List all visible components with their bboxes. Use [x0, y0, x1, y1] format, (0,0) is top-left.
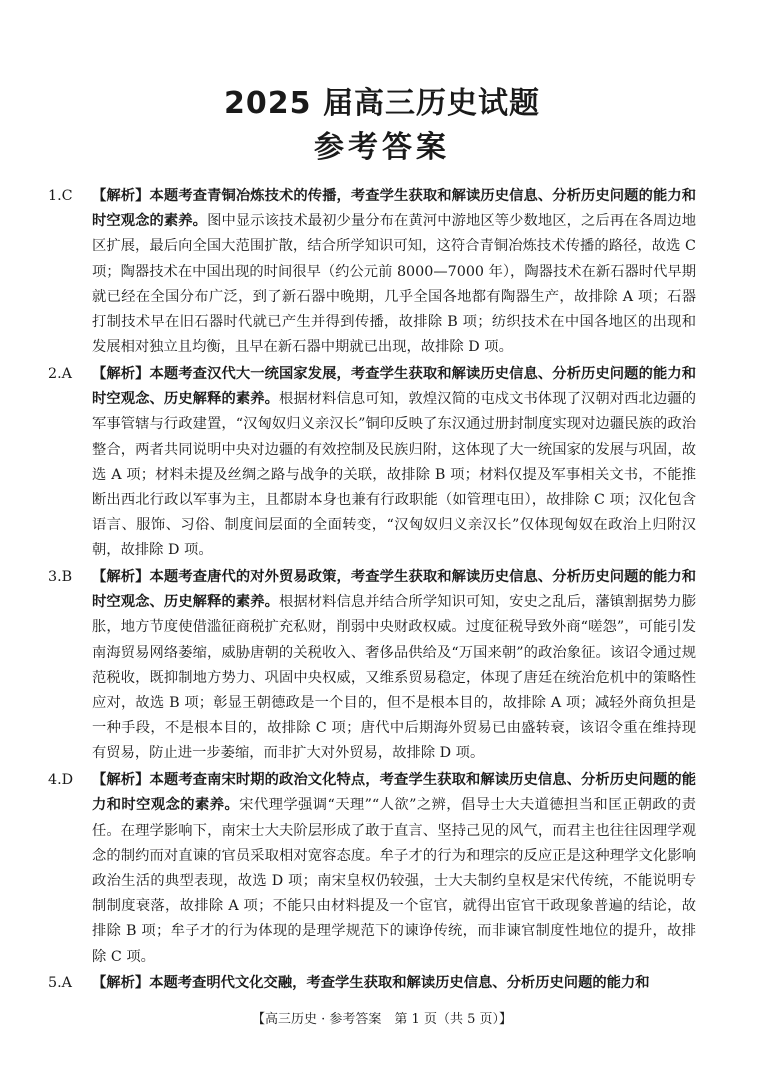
answer-item-3	[48, 565, 696, 767]
analysis-focus: 本题考查青铜冶炼技术的传播，考查学生获取和解读历史信息、分析历史问题的能力和时空观念的素养。	[92, 188, 697, 230]
analysis-tag: 【解析】	[92, 188, 150, 204]
analysis-tag: 【解析】	[92, 772, 150, 789]
analysis-focus: 本题考查明代文化交融，考查学生获取和解读历史信息、分析历史问题的能力和	[149, 975, 650, 992]
answer-number: 4.D	[48, 772, 74, 789]
analysis-tag: 【解析】	[92, 365, 150, 382]
answer-number: 2.A	[48, 365, 72, 382]
analysis-focus: 本题考查汉代大一统国家发展，考查学生获取和解读历史信息、分析历史问题的能力和时空观念、历史解释的素养。	[92, 365, 697, 408]
page-title: 2025 届高三历史试题	[224, 86, 540, 121]
answer-number: 3.B	[48, 569, 73, 586]
analysis-body: 根据材料信息可知，敦煌汉简的屯戍文书体现了汉朝对西北边疆的军事管辖与行政建置，“汉匈奴归义亲汉长”铜印反映了东汉通过册封制度实现对边疆民族的政治整合，两者共同说明中央对边疆的有效控制及民族归附，这体现了大一统国家的发展与巩固，故选 A 项；材料未提及丝绸之路与战争的关联，故排除 B 项；材料仅提及军事相关文书，不能推断出西北行政以军事为主，且都尉本身也兼有行政职能（如管理屯田），故排除 C 项；汉化包含语言、服饰、习俗、制度间层面的全面转变，“汉匈奴归义亲汉长”仅体现匈奴在政治上归附汉朝，故排除 D 项。	[92, 391, 697, 559]
analysis-focus: 本题考查唐代的对外贸易政策，考查学生获取和解读历史信息、分析历史问题的能力和时空观念、历史解释的素养。	[92, 569, 697, 611]
analysis-body: 根据材料信息并结合所学知识可知，安史之乱后，藩镇割据势力膨胀，地方节度使借滥征商税扩充私财，削弱中央财政权威。过度征税导致外商“嗟怨”，可能引发南海贸易网络萎缩，威胁唐朝的关税收入、奢侈品供给及“万国来朝”的政治象征。该诏令通过规范税收，既抑制地方势力、巩固中央权威，又维系贸易稳定，体现了唐廷在统治危机中的策略性应对，故选 B 项；彰显王朝德政是一个目的，但不是根本目的，故排除 A 项；减轻外商负担是一种手段，不是根本目的，故排除 C 项；唐代中后期海外贸易已由盛转衰，该诏令重在维持现有贸易，防止进一步萎缩，而非扩大对外贸易，故排除 D 项。	[92, 594, 697, 762]
analysis-tag: 【解析】	[92, 569, 150, 586]
answer-item-2	[48, 362, 696, 564]
answer-list	[48, 184, 696, 998]
answer-number: 5.A	[48, 975, 72, 992]
answer-item-4	[48, 768, 696, 970]
answer-item-1	[48, 184, 696, 360]
analysis-focus: 本题考查南宋时期的政治文化特点，考查学生获取和解读历史信息、分析历史问题的能力和时空观念的素养。	[92, 772, 697, 814]
analysis-body: 宋代理学强调“天理”“人欲”之辨，倡导士大夫道德担当和匡正朝政的责任。在理学影响下，南宋士大夫阶层形成了敢于直言、坚持己见的风气，而君主也往往因理学观念的制约而对直谏的官员采取相对宽容态度。牟子才的行为和理宗的反应正是这种理学文化影响政治生活的典型表现，故选 D 项；南宋皇权仍较强，士大夫制约皇权是宋代传统，不能说明专制制度衰落，故排除 A 项；不能只由材料提及一个宦官，就得出宦官干政现象普遍的结论，故排除 B 项；牟子才的行为体现的是理学规范下的谏诤传统，而非谏官制度性地位的提升，故排除 C 项。	[92, 797, 697, 965]
answer-item-5	[48, 971, 696, 996]
analysis-tag: 【解析】	[92, 975, 150, 992]
page-subtitle: 参考答案	[314, 130, 450, 165]
answer-number: 1.C	[48, 188, 73, 204]
page-footer: 【高三历史 · 参考答案 第 1 页（共 5 页）】	[252, 1012, 512, 1027]
analysis-body: 图中显示该技术最初少量分布在黄河中游地区等少数地区，之后再在各周边地区扩展，最后向全国大范围扩散，结合所学知识可知，这符合青铜冶炼技术传播的路径，故选 C 项；陶器技术在中国出现的时间很早（约公元前 8000—7000 年），陶器技术在新石器时代早期就已经在全国分布广泛，到了新石器中晚期，几乎全国各地都有陶器生产，故排除 A 项；石器打制技术早在旧石器时代就已产生并得到传播，故排除 B 项；纺织技术在中国各地区的出现和发展相对独立且均衡，且早在新石器中期就已出现，故排除 D 项。	[92, 213, 697, 356]
